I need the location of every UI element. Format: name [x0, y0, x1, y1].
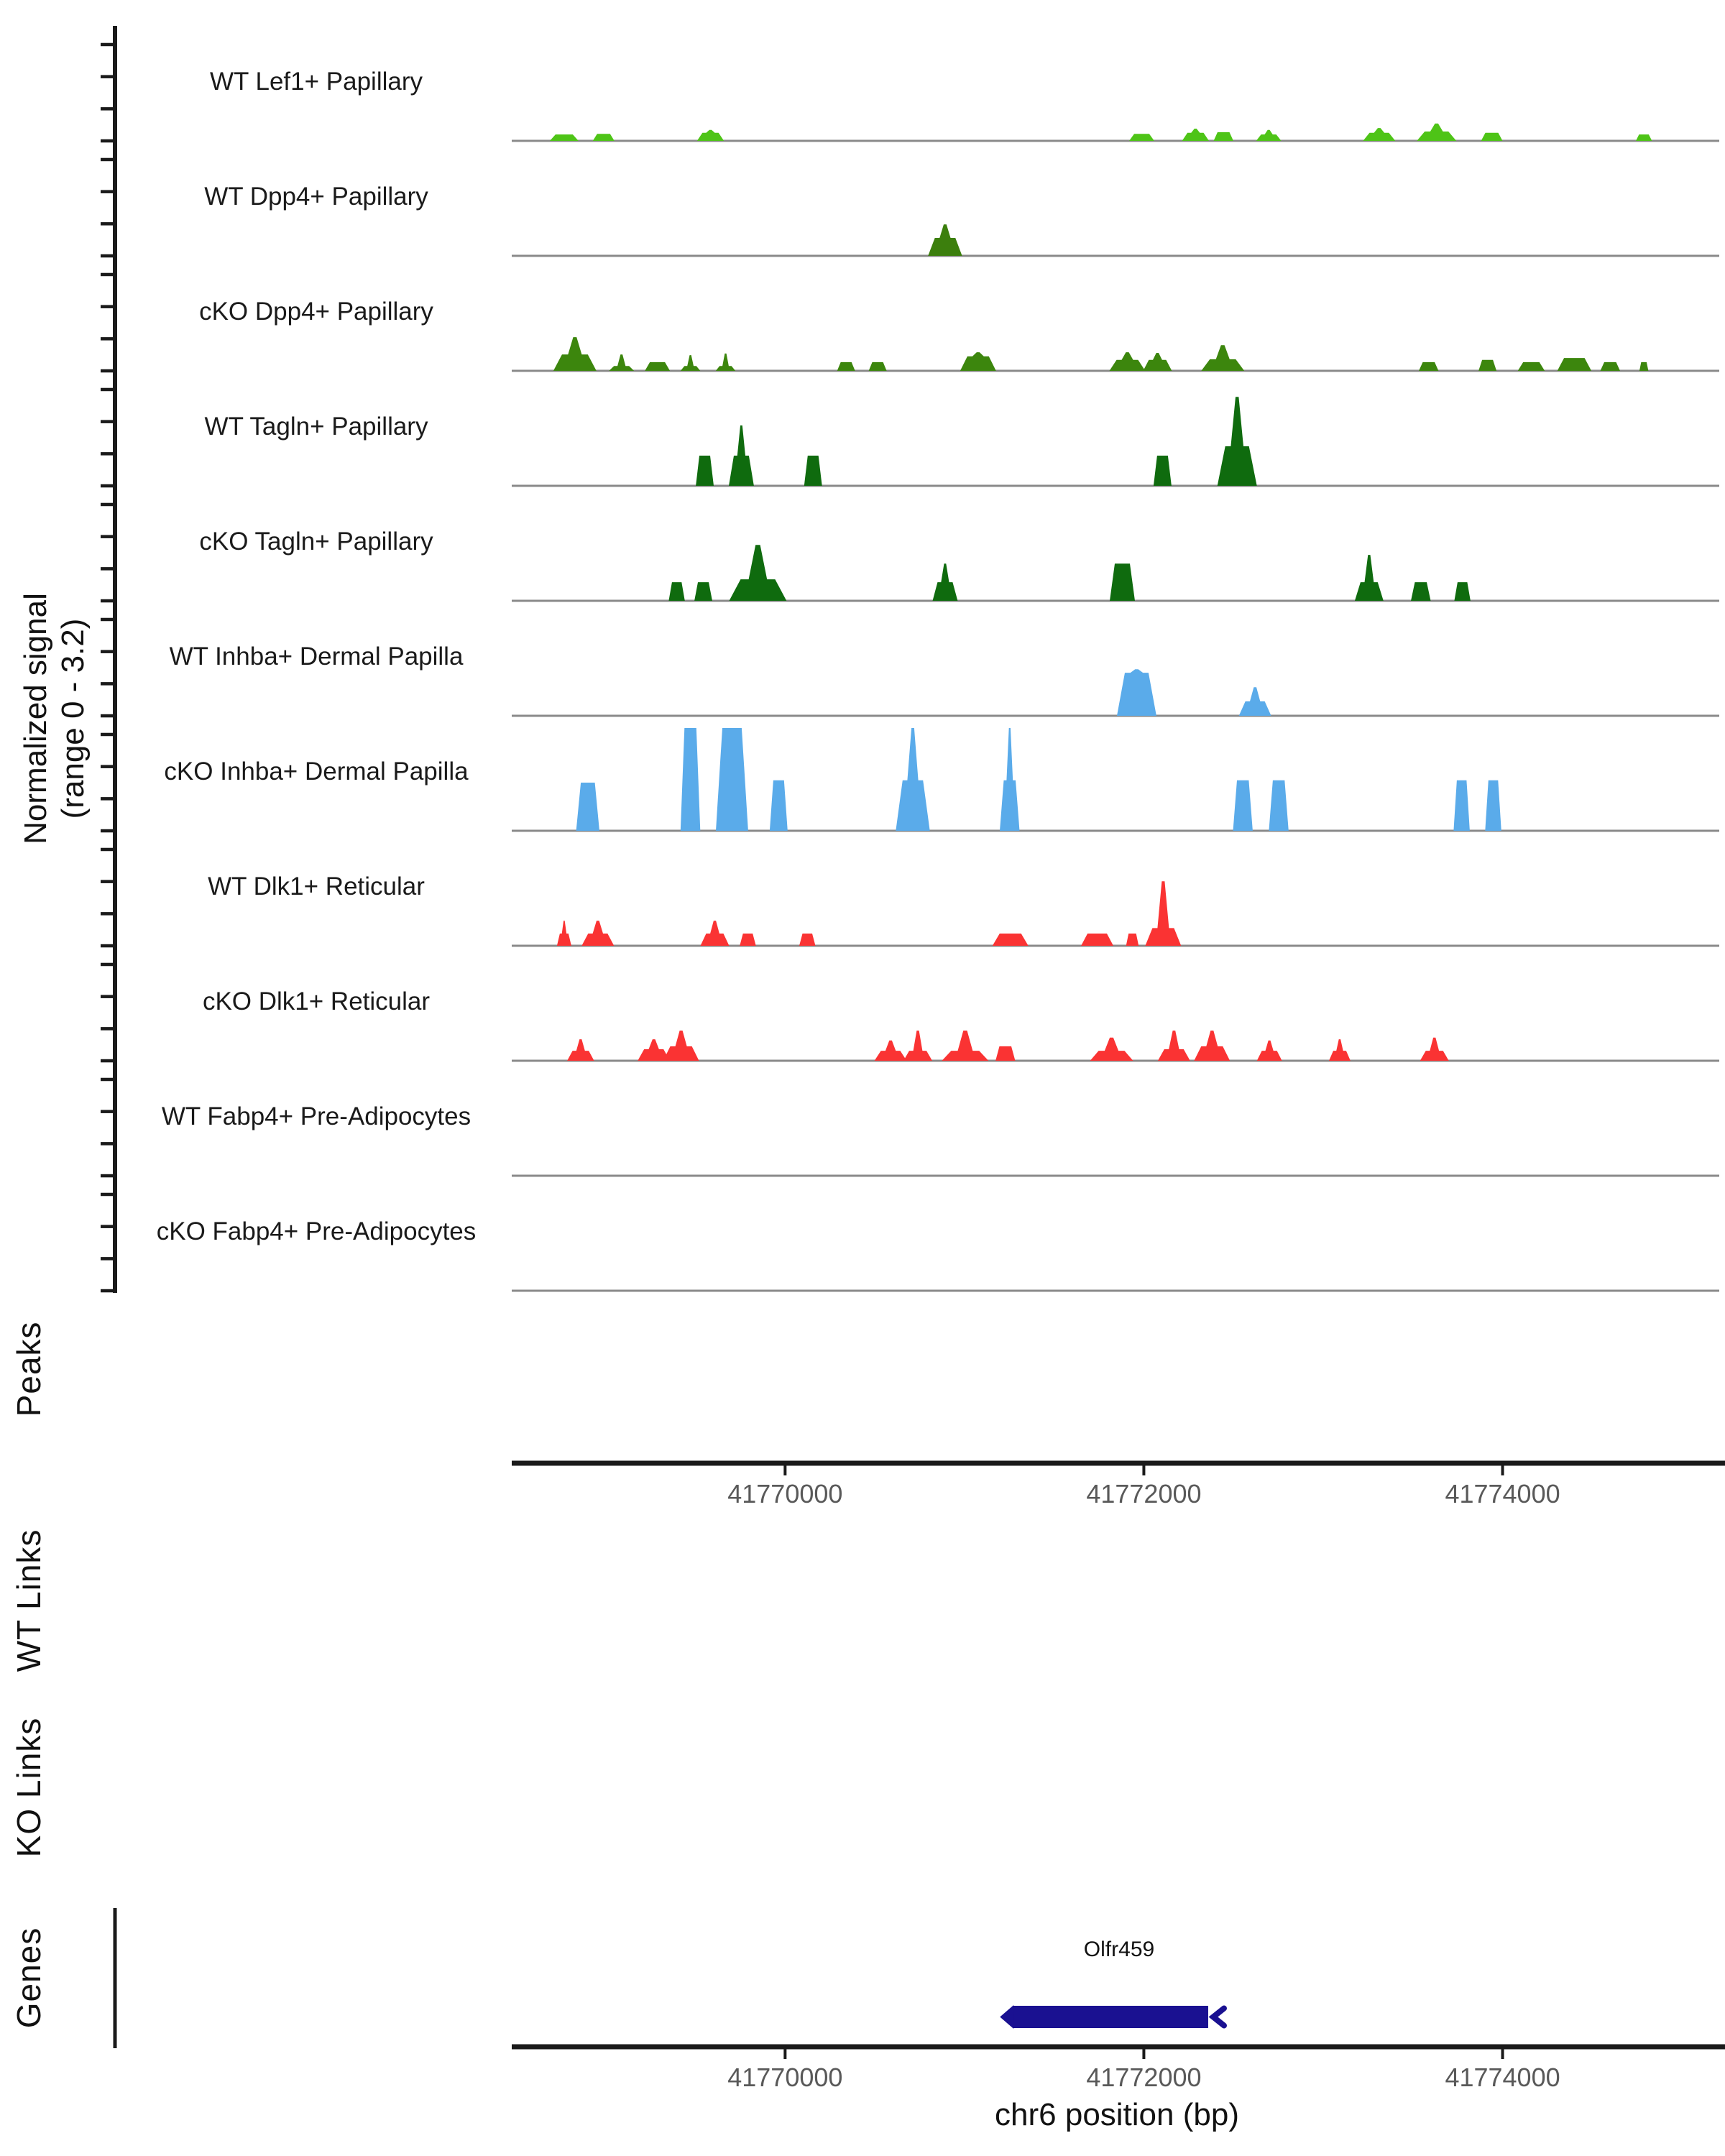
- y-axis-tick: [101, 503, 115, 507]
- track-label: cKO Inhba+ Dermal Papilla: [164, 757, 469, 786]
- y-axis-tick: [101, 829, 115, 833]
- signal-peak: [1145, 881, 1181, 946]
- genes-axis-line: [114, 1908, 117, 2048]
- y-axis-tick: [101, 599, 115, 603]
- x-axis-tick-label: 41772000: [1086, 2063, 1202, 2092]
- signal-peak: [668, 582, 684, 601]
- y-axis-tick: [101, 43, 115, 47]
- y-axis-tick: [101, 190, 115, 193]
- y-axis-tick: [101, 139, 115, 143]
- signal-peak: [1518, 362, 1545, 371]
- y-axis-tick: [101, 305, 115, 308]
- signal-peak: [1363, 128, 1395, 141]
- signal-peak: [1218, 397, 1257, 486]
- signal-peak: [942, 1031, 988, 1061]
- track-label: WT Dlk1+ Reticular: [208, 872, 425, 900]
- y-axis-tick: [101, 369, 115, 373]
- track-baseline: [512, 1175, 1719, 1177]
- x-axis-title: chr6 position (bp): [995, 2097, 1239, 2132]
- y-axis-tick: [101, 535, 115, 538]
- signal-peak: [1478, 360, 1496, 371]
- signal-peak: [681, 728, 701, 831]
- signal-peak: [1636, 134, 1652, 141]
- signal-peak: [1417, 124, 1456, 141]
- signal-peak: [1329, 1039, 1351, 1061]
- signal-peak: [928, 224, 962, 256]
- signal-peak: [1154, 456, 1172, 486]
- x-axis-line: [512, 2045, 1725, 2050]
- signal-peak: [567, 1039, 594, 1061]
- y-axis-tick: [101, 273, 115, 277]
- signal-peak: [645, 362, 670, 371]
- signal-peak: [1201, 345, 1244, 371]
- signal-peak: [1355, 555, 1384, 601]
- track-baseline: [512, 715, 1719, 717]
- signal-peak: [716, 728, 748, 831]
- signal-peak: [1143, 353, 1172, 371]
- signal-peak: [1081, 934, 1113, 946]
- signal-peak: [550, 134, 579, 141]
- y-axis-tick: [101, 995, 115, 998]
- signal-peak: [1481, 133, 1503, 141]
- track-baseline: [512, 255, 1719, 257]
- y-axis-tick: [101, 388, 115, 392]
- signal-peak: [1485, 780, 1501, 831]
- x-axis-tick: [1501, 1465, 1504, 1475]
- y-axis-tick: [101, 1142, 115, 1146]
- track-label: WT Tagln+ Papillary: [204, 413, 428, 441]
- signal-peak: [1000, 728, 1020, 831]
- track-label: cKO Dpp4+ Papillary: [199, 298, 433, 326]
- signal-peak: [1558, 358, 1591, 371]
- y-axis-tick: [101, 1225, 115, 1228]
- y-axis-tick: [101, 1289, 115, 1293]
- signal-peak: [804, 456, 822, 486]
- signal-peak: [960, 352, 996, 371]
- wt-links-section-label: WT Links: [10, 1529, 47, 1672]
- x-axis-tick: [1142, 2049, 1145, 2059]
- signal-peak: [1453, 780, 1470, 831]
- signal-peak: [1090, 1038, 1133, 1061]
- gene-name-label: Olfr459: [1083, 1938, 1155, 1961]
- signal-peak: [1639, 362, 1649, 371]
- signal-peak: [1233, 780, 1253, 831]
- track-baseline: [512, 1290, 1719, 1292]
- y-axis-tick: [101, 1257, 115, 1261]
- y-axis-tick: [101, 682, 115, 686]
- track-label: cKO Tagln+ Papillary: [199, 528, 433, 556]
- signal-peak: [740, 934, 756, 946]
- y-axis-tick: [101, 912, 115, 916]
- signal-y-axis-line: [113, 26, 117, 1293]
- track-label: cKO Dlk1+ Reticular: [202, 987, 431, 1015]
- y-axis-tick: [101, 797, 115, 801]
- signal-peak: [681, 355, 701, 371]
- signal-peak: [1454, 582, 1471, 601]
- x-axis-tick: [783, 2049, 786, 2059]
- signal-peak: [875, 1041, 907, 1061]
- y-axis-tick: [101, 254, 115, 258]
- y-axis-tick: [101, 1059, 115, 1063]
- signal-peak: [576, 783, 599, 831]
- track-label: WT Fabp4+ Pre-Adipocytes: [161, 1102, 472, 1130]
- x-axis-tick-label: 41774000: [1445, 2063, 1560, 2092]
- gene-body: [1013, 2006, 1208, 2028]
- signal-peak: [553, 337, 597, 371]
- track-label: cKO Fabp4+ Pre-Adipocytes: [156, 1217, 477, 1245]
- y-axis-tick: [101, 420, 115, 423]
- signal-peak: [663, 1031, 699, 1061]
- x-axis-tick-label: 41774000: [1445, 1479, 1560, 1508]
- signal-peak: [903, 1031, 932, 1061]
- track-label: WT Inhba+ Dermal Papilla: [169, 642, 464, 671]
- signal-peak: [896, 728, 929, 831]
- signal-peak: [1601, 362, 1621, 371]
- signal-peak: [557, 921, 571, 946]
- y-axis-tick: [101, 222, 115, 226]
- track-baseline: [512, 945, 1719, 947]
- signal-peak: [701, 921, 730, 946]
- signal-peak: [694, 582, 712, 601]
- signal-peak: [593, 134, 615, 141]
- y-axis-tick: [101, 337, 115, 341]
- y-axis-tick: [101, 1193, 115, 1197]
- x-axis-tick: [783, 1465, 786, 1475]
- signal-peak: [1182, 129, 1209, 141]
- y-axis-tick: [101, 75, 115, 78]
- signal-peak: [581, 921, 614, 946]
- x-axis-tick: [1142, 1465, 1145, 1475]
- peaks-section-label: Peaks: [10, 1321, 47, 1417]
- signal-peak: [609, 354, 634, 371]
- y-axis-tick: [101, 880, 115, 883]
- signal-peak: [869, 362, 887, 371]
- track-label: WT Dpp4+ Papillary: [204, 183, 428, 211]
- signal-peak: [995, 1046, 1015, 1061]
- track-label: WT Lef1+ Papillary: [209, 68, 423, 96]
- signal-peak: [933, 563, 958, 601]
- y-axis-tick: [101, 567, 115, 571]
- y-axis-tick: [101, 1078, 115, 1082]
- x-axis-line: [512, 1461, 1725, 1466]
- signal-peak: [1129, 134, 1154, 141]
- x-axis-tick-label: 41770000: [727, 2063, 843, 2092]
- signal-peak: [1269, 780, 1288, 831]
- signal-peak: [837, 362, 855, 371]
- signal-peak: [1214, 132, 1234, 141]
- signal-y-axis-label-line2: (range 0 - 3.2): [55, 618, 91, 819]
- y-axis-tick: [101, 158, 115, 162]
- signal-peak: [729, 425, 754, 486]
- signal-peak: [1117, 669, 1156, 716]
- y-axis-tick: [101, 618, 115, 622]
- genes-section-label: Genes: [10, 1927, 47, 2029]
- signal-peak: [770, 780, 788, 831]
- y-axis-tick: [101, 1110, 115, 1113]
- x-axis-tick-label: 41770000: [727, 1479, 843, 1508]
- y-axis-tick: [101, 650, 115, 653]
- y-axis-tick: [101, 1174, 115, 1178]
- signal-peak: [1256, 130, 1282, 141]
- signal-peak: [730, 545, 787, 601]
- y-axis-tick: [101, 452, 115, 456]
- signal-peak: [1420, 1038, 1449, 1061]
- track-baseline: [512, 140, 1719, 142]
- signal-peak: [1257, 1041, 1282, 1061]
- y-axis-tick: [101, 765, 115, 768]
- x-axis-tick: [1501, 2049, 1504, 2059]
- y-axis-tick: [101, 848, 115, 852]
- y-axis-tick: [101, 1027, 115, 1031]
- signal-peak: [1158, 1031, 1190, 1061]
- y-axis-tick: [101, 107, 115, 111]
- signal-peak: [1419, 362, 1438, 371]
- signal-peak: [1126, 934, 1139, 946]
- signal-peak: [1411, 582, 1431, 601]
- signal-peak: [799, 934, 816, 946]
- signal-peak: [697, 130, 724, 141]
- gene-strand-chevron: [1213, 2009, 1224, 2026]
- signal-peak: [1194, 1031, 1230, 1061]
- signal-peak: [1110, 563, 1135, 601]
- signal-peak: [1239, 687, 1271, 716]
- y-axis-tick: [101, 484, 115, 488]
- y-axis-tick: [101, 733, 115, 737]
- signal-peak: [1110, 352, 1146, 371]
- x-axis-tick-label: 41772000: [1086, 1479, 1202, 1508]
- y-axis-tick: [101, 963, 115, 967]
- signal-peak: [993, 934, 1029, 946]
- y-axis-tick: [101, 944, 115, 948]
- track-baseline: [512, 485, 1719, 487]
- signal-y-axis-label: [17, 593, 92, 844]
- signal-peak: [696, 456, 714, 486]
- y-axis-tick: [101, 714, 115, 718]
- signal-peak: [716, 354, 735, 371]
- gene-strand-arrow-left: [1000, 2005, 1013, 2029]
- signal-y-axis-label-line1: Normalized signal: [18, 593, 53, 844]
- ko-links-section-label: KO Links: [10, 1717, 47, 1858]
